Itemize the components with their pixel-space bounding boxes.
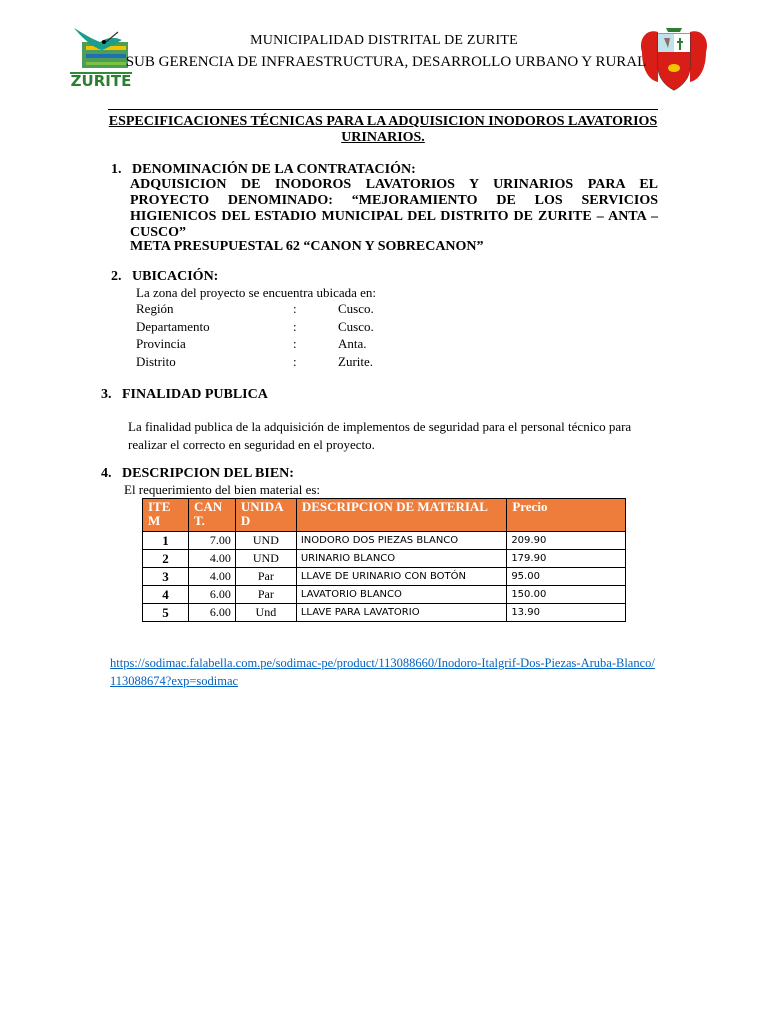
cell-price: 150.00 xyxy=(507,586,626,604)
table-row xyxy=(143,604,626,622)
cell-item: 4 xyxy=(143,586,189,604)
cell-unit: UND xyxy=(235,532,296,550)
cell-cant: 6.00 xyxy=(188,586,235,604)
cell-desc: URINARIO BLANCO xyxy=(296,550,506,568)
location-sep: : xyxy=(293,301,297,316)
cell-price: 209.90 xyxy=(507,532,626,550)
cell-desc: LAVATORIO BLANCO xyxy=(296,586,506,604)
table-row xyxy=(143,568,626,586)
cell-item: 2 xyxy=(143,550,189,568)
col-header-item: ITE M xyxy=(143,499,189,532)
section4-intro: El requerimiento del bien material es: xyxy=(124,482,321,497)
cell-item: 5 xyxy=(143,604,189,622)
table-row xyxy=(143,586,626,604)
location-label-region: Región xyxy=(136,301,174,316)
logo-text: ZURITE xyxy=(70,72,132,90)
location-sep: : xyxy=(293,336,297,351)
cell-price: 95.00 xyxy=(507,568,626,586)
header-divider xyxy=(108,109,658,110)
cell-unit: Und xyxy=(235,604,296,622)
location-label-departamento: Departamento xyxy=(136,319,210,334)
col-header-unidad: UNIDA D xyxy=(235,499,296,532)
cell-desc: INODORO DOS PIEZAS BLANCO xyxy=(296,532,506,550)
col-header-precio: Precio xyxy=(507,499,626,532)
col-header-cant: CAN T. xyxy=(188,499,235,532)
section2-heading: 2. UBICACIÓN: xyxy=(111,269,219,284)
cell-desc: LLAVE DE URINARIO CON BOTÓN xyxy=(296,568,506,586)
section1-meta: META PRESUPUESTAL 62 “CANON Y SOBRECANON” xyxy=(130,239,484,254)
cell-unit: Par xyxy=(235,586,296,604)
location-label-provincia: Provincia xyxy=(136,336,186,351)
location-label-distrito: Distrito xyxy=(136,354,176,369)
cell-cant: 4.00 xyxy=(188,550,235,568)
cell-cant: 7.00 xyxy=(188,532,235,550)
location-value-provincia: Anta. xyxy=(338,336,367,351)
section3-body: La finalidad publica de la adquisición de implementos de seguridad para el personal técnico para realizar el correcto en seguridad en el proyecto. xyxy=(128,419,632,452)
subgerencia-name: SUB GERENCIA DE INFRAESTRUCTURA, DESARROLLO URBANO Y RURAL xyxy=(125,54,647,70)
cell-desc: LLAVE PARA LAVATORIO xyxy=(296,604,506,622)
cell-item: 3 xyxy=(143,568,189,586)
section1-heading: 1. DENOMINACIÓN DE LA CONTRATACIÓN: xyxy=(111,162,416,177)
table-row xyxy=(143,532,626,550)
section4-heading: 4. DESCRIPCION DEL BIEN: xyxy=(101,466,294,481)
location-sep: : xyxy=(293,319,297,334)
materials-table xyxy=(142,498,626,622)
product-link[interactable]: https://sodimac.falabella.com.pe/sodimac-pe/product/113088660/Inodoro-Italgrif-Dos-Piezas-Aruba-Blanco/113088674?exp=sodimac xyxy=(110,656,655,688)
cell-item: 1 xyxy=(143,532,189,550)
cell-unit: Par xyxy=(235,568,296,586)
document-title: ESPECIFICACIONES TÉCNICAS PARA LA ADQUISICION INODOROS LAVATORIOS URINARIOS. xyxy=(108,114,658,145)
location-value-region: Cusco. xyxy=(338,301,374,316)
section3-heading: 3. FINALIDAD PUBLICA xyxy=(101,387,268,402)
location-value-distrito: Zurite. xyxy=(338,354,374,369)
cell-cant: 6.00 xyxy=(188,604,235,622)
table-row xyxy=(143,550,626,568)
municipality-name: MUNICIPALIDAD DISTRITAL DE ZURITE xyxy=(250,33,518,48)
col-header-descripcion: DESCRIPCION DE MATERIAL xyxy=(296,499,506,532)
cell-cant: 4.00 xyxy=(188,568,235,586)
cell-unit: UND xyxy=(235,550,296,568)
cell-price: 179.90 xyxy=(507,550,626,568)
location-value-departamento: Cusco. xyxy=(338,319,374,334)
section2-intro: La zona del proyecto se encuentra ubicada en: xyxy=(136,285,377,300)
location-sep: : xyxy=(293,354,297,369)
cell-price: 13.90 xyxy=(507,604,626,622)
table-header-row xyxy=(143,499,626,532)
section1-body: ADQUISICION DE INODOROS LAVATORIOS Y URINARIOS PARA EL PROYECTO DENOMINADO: “MEJORAMIENTO DE LOS SERVICIOS HIGIENICOS DEL ESTADIO MUNICIPAL DEL DISTRITO DE ZURITE – ANTA – CUSCO” xyxy=(130,177,658,240)
